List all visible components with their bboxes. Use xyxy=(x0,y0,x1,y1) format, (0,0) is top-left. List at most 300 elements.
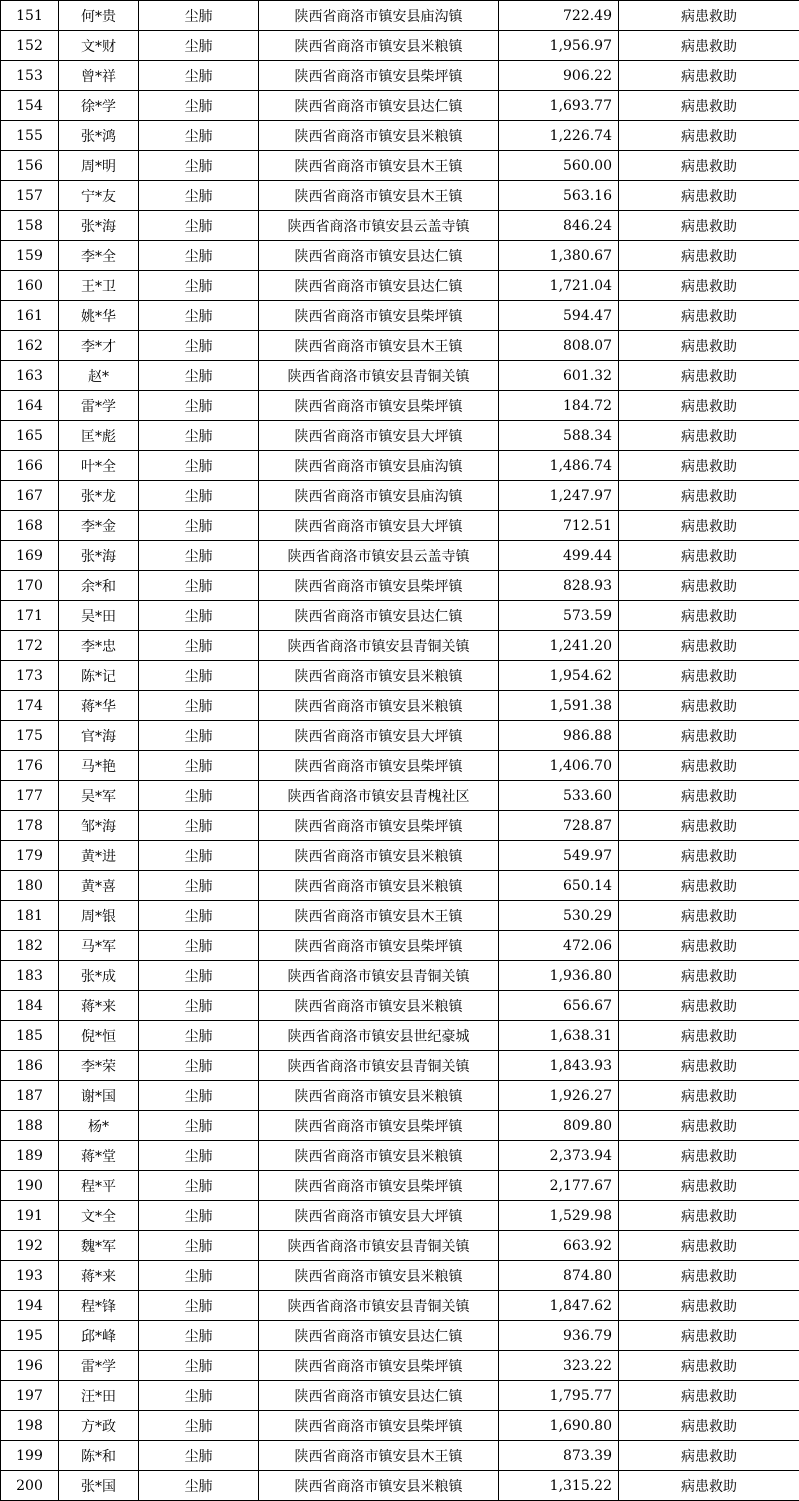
serial-number-cell: 182 xyxy=(1,931,59,961)
serial-number-cell: 176 xyxy=(1,751,59,781)
table-row xyxy=(1,601,799,631)
name-cell: 雷*学 xyxy=(59,391,139,421)
aid-type-cell: 病患救助 xyxy=(619,481,799,511)
table-row xyxy=(1,1261,799,1291)
serial-number-cell: 164 xyxy=(1,391,59,421)
address-cell: 陕西省商洛市镇安县米粮镇 xyxy=(259,1261,499,1291)
table-row xyxy=(1,721,799,751)
aid-type-cell: 病患救助 xyxy=(619,1441,799,1471)
address-cell: 陕西省商洛市镇安县青铜关镇 xyxy=(259,361,499,391)
table-row xyxy=(1,1381,799,1411)
table-row xyxy=(1,1471,799,1501)
table-row xyxy=(1,1051,799,1081)
aid-type-cell: 病患救助 xyxy=(619,1,799,31)
table-row xyxy=(1,1411,799,1441)
address-cell: 陕西省商洛市镇安县青铜关镇 xyxy=(259,961,499,991)
table-row xyxy=(1,1231,799,1261)
table-row xyxy=(1,811,799,841)
table-row xyxy=(1,661,799,691)
disease-cell: 尘肺 xyxy=(139,481,259,511)
disease-cell: 尘肺 xyxy=(139,121,259,151)
table-row xyxy=(1,391,799,421)
table-row xyxy=(1,91,799,121)
name-cell: 蒋*来 xyxy=(59,1261,139,1291)
disease-cell: 尘肺 xyxy=(139,691,259,721)
address-cell: 陕西省商洛市镇安县青铜关镇 xyxy=(259,1051,499,1081)
amount-cell: 560.00 xyxy=(499,151,619,181)
serial-number-cell: 157 xyxy=(1,181,59,211)
table-row xyxy=(1,31,799,61)
table-row xyxy=(1,421,799,451)
serial-number-cell: 194 xyxy=(1,1291,59,1321)
address-cell: 陕西省商洛市镇安县柴坪镇 xyxy=(259,1171,499,1201)
name-cell: 黄*进 xyxy=(59,841,139,871)
aid-type-cell: 病患救助 xyxy=(619,601,799,631)
disease-cell: 尘肺 xyxy=(139,1201,259,1231)
aid-type-cell: 病患救助 xyxy=(619,751,799,781)
address-cell: 陕西省商洛市镇安县米粮镇 xyxy=(259,841,499,871)
name-cell: 杨* xyxy=(59,1111,139,1141)
address-cell: 陕西省商洛市镇安县米粮镇 xyxy=(259,1471,499,1501)
address-cell: 陕西省商洛市镇安县达仁镇 xyxy=(259,1321,499,1351)
amount-cell: 906.22 xyxy=(499,61,619,91)
amount-cell: 1,406.70 xyxy=(499,751,619,781)
serial-number-cell: 178 xyxy=(1,811,59,841)
name-cell: 文*财 xyxy=(59,31,139,61)
amount-cell: 656.67 xyxy=(499,991,619,1021)
aid-type-cell: 病患救助 xyxy=(619,511,799,541)
name-cell: 李*才 xyxy=(59,331,139,361)
serial-number-cell: 189 xyxy=(1,1141,59,1171)
amount-cell: 499.44 xyxy=(499,541,619,571)
aid-type-cell: 病患救助 xyxy=(619,661,799,691)
aid-type-cell: 病患救助 xyxy=(619,1201,799,1231)
name-cell: 马*军 xyxy=(59,931,139,961)
table-row xyxy=(1,1081,799,1111)
name-cell: 程*锋 xyxy=(59,1291,139,1321)
table-row xyxy=(1,631,799,661)
name-cell: 蒋*堂 xyxy=(59,1141,139,1171)
aid-type-cell: 病患救助 xyxy=(619,91,799,121)
serial-number-cell: 174 xyxy=(1,691,59,721)
address-cell: 陕西省商洛市镇安县青铜关镇 xyxy=(259,1231,499,1261)
aid-type-cell: 病患救助 xyxy=(619,151,799,181)
name-cell: 黄*喜 xyxy=(59,871,139,901)
amount-cell: 594.47 xyxy=(499,301,619,331)
disease-cell: 尘肺 xyxy=(139,271,259,301)
amount-cell: 533.60 xyxy=(499,781,619,811)
disease-cell: 尘肺 xyxy=(139,31,259,61)
name-cell: 蒋*来 xyxy=(59,991,139,1021)
serial-number-cell: 196 xyxy=(1,1351,59,1381)
amount-cell: 722.49 xyxy=(499,1,619,31)
amount-cell: 874.80 xyxy=(499,1261,619,1291)
name-cell: 王*卫 xyxy=(59,271,139,301)
name-cell: 方*政 xyxy=(59,1411,139,1441)
amount-cell: 936.79 xyxy=(499,1321,619,1351)
serial-number-cell: 168 xyxy=(1,511,59,541)
amount-cell: 1,693.77 xyxy=(499,91,619,121)
disease-cell: 尘肺 xyxy=(139,871,259,901)
table-row xyxy=(1,301,799,331)
aid-type-cell: 病患救助 xyxy=(619,1291,799,1321)
name-cell: 周*银 xyxy=(59,901,139,931)
aid-type-cell: 病患救助 xyxy=(619,871,799,901)
amount-cell: 1,247.97 xyxy=(499,481,619,511)
aid-type-cell: 病患救助 xyxy=(619,181,799,211)
aid-type-cell: 病患救助 xyxy=(619,991,799,1021)
aid-type-cell: 病患救助 xyxy=(619,331,799,361)
disease-cell: 尘肺 xyxy=(139,241,259,271)
table-row xyxy=(1,481,799,511)
table-row xyxy=(1,211,799,241)
table-row xyxy=(1,121,799,151)
name-cell: 官*海 xyxy=(59,721,139,751)
name-cell: 倪*恒 xyxy=(59,1021,139,1051)
amount-cell: 728.87 xyxy=(499,811,619,841)
amount-cell: 986.88 xyxy=(499,721,619,751)
serial-number-cell: 154 xyxy=(1,91,59,121)
disease-cell: 尘肺 xyxy=(139,541,259,571)
address-cell: 陕西省商洛市镇安县米粮镇 xyxy=(259,991,499,1021)
amount-cell: 1,926.27 xyxy=(499,1081,619,1111)
serial-number-cell: 198 xyxy=(1,1411,59,1441)
disease-cell: 尘肺 xyxy=(139,181,259,211)
name-cell: 余*和 xyxy=(59,571,139,601)
name-cell: 文*全 xyxy=(59,1201,139,1231)
amount-cell: 1,956.97 xyxy=(499,31,619,61)
name-cell: 魏*军 xyxy=(59,1231,139,1261)
name-cell: 周*明 xyxy=(59,151,139,181)
address-cell: 陕西省商洛市镇安县达仁镇 xyxy=(259,271,499,301)
amount-cell: 184.72 xyxy=(499,391,619,421)
name-cell: 宁*友 xyxy=(59,181,139,211)
table-row xyxy=(1,361,799,391)
address-cell: 陕西省商洛市镇安县庙沟镇 xyxy=(259,451,499,481)
serial-number-cell: 192 xyxy=(1,1231,59,1261)
table-body xyxy=(1,1,799,1501)
aid-type-cell: 病患救助 xyxy=(619,571,799,601)
disease-cell: 尘肺 xyxy=(139,1351,259,1381)
name-cell: 马*艳 xyxy=(59,751,139,781)
serial-number-cell: 151 xyxy=(1,1,59,31)
address-cell: 陕西省商洛市镇安县大坪镇 xyxy=(259,1201,499,1231)
amount-cell: 1,795.77 xyxy=(499,1381,619,1411)
disease-cell: 尘肺 xyxy=(139,421,259,451)
disease-cell: 尘肺 xyxy=(139,1051,259,1081)
table-row xyxy=(1,1111,799,1141)
disease-cell: 尘肺 xyxy=(139,961,259,991)
table-row xyxy=(1,841,799,871)
aid-type-cell: 病患救助 xyxy=(619,121,799,151)
serial-number-cell: 183 xyxy=(1,961,59,991)
disease-cell: 尘肺 xyxy=(139,1411,259,1441)
address-cell: 陕西省商洛市镇安县柴坪镇 xyxy=(259,1351,499,1381)
amount-cell: 1,529.98 xyxy=(499,1201,619,1231)
amount-cell: 472.06 xyxy=(499,931,619,961)
name-cell: 李*荣 xyxy=(59,1051,139,1081)
disease-cell: 尘肺 xyxy=(139,1231,259,1261)
amount-cell: 663.92 xyxy=(499,1231,619,1261)
name-cell: 张*龙 xyxy=(59,481,139,511)
address-cell: 陕西省商洛市镇安县达仁镇 xyxy=(259,241,499,271)
disease-cell: 尘肺 xyxy=(139,601,259,631)
amount-cell: 563.16 xyxy=(499,181,619,211)
serial-number-cell: 197 xyxy=(1,1381,59,1411)
amount-cell: 549.97 xyxy=(499,841,619,871)
aid-type-cell: 病患救助 xyxy=(619,721,799,751)
name-cell: 姚*华 xyxy=(59,301,139,331)
name-cell: 李*全 xyxy=(59,241,139,271)
table-row xyxy=(1,241,799,271)
address-cell: 陕西省商洛市镇安县青铜关镇 xyxy=(259,631,499,661)
table-row xyxy=(1,1441,799,1471)
address-cell: 陕西省商洛市镇安县柴坪镇 xyxy=(259,391,499,421)
serial-number-cell: 158 xyxy=(1,211,59,241)
disease-cell: 尘肺 xyxy=(139,1081,259,1111)
serial-number-cell: 181 xyxy=(1,901,59,931)
disease-cell: 尘肺 xyxy=(139,1111,259,1141)
table-row xyxy=(1,901,799,931)
name-cell: 谢*国 xyxy=(59,1081,139,1111)
serial-number-cell: 152 xyxy=(1,31,59,61)
amount-cell: 2,373.94 xyxy=(499,1141,619,1171)
serial-number-cell: 170 xyxy=(1,571,59,601)
table-row xyxy=(1,1021,799,1051)
disease-cell: 尘肺 xyxy=(139,991,259,1021)
address-cell: 陕西省商洛市镇安县世纪豪城 xyxy=(259,1021,499,1051)
serial-number-cell: 162 xyxy=(1,331,59,361)
table-row xyxy=(1,1351,799,1381)
serial-number-cell: 166 xyxy=(1,451,59,481)
table-row xyxy=(1,961,799,991)
table-row xyxy=(1,541,799,571)
aid-type-cell: 病患救助 xyxy=(619,691,799,721)
amount-cell: 1,936.80 xyxy=(499,961,619,991)
amount-cell: 846.24 xyxy=(499,211,619,241)
amount-cell: 588.34 xyxy=(499,421,619,451)
table-row xyxy=(1,871,799,901)
table-row xyxy=(1,1141,799,1171)
amount-cell: 1,315.22 xyxy=(499,1471,619,1501)
amount-cell: 601.32 xyxy=(499,361,619,391)
address-cell: 陕西省商洛市镇安县木王镇 xyxy=(259,151,499,181)
address-cell: 陕西省商洛市镇安县米粮镇 xyxy=(259,1081,499,1111)
amount-cell: 1,638.31 xyxy=(499,1021,619,1051)
name-cell: 邱*峰 xyxy=(59,1321,139,1351)
address-cell: 陕西省商洛市镇安县青槐社区 xyxy=(259,781,499,811)
aid-type-cell: 病患救助 xyxy=(619,1261,799,1291)
table-row xyxy=(1,151,799,181)
disease-cell: 尘肺 xyxy=(139,211,259,241)
aid-type-cell: 病患救助 xyxy=(619,631,799,661)
aid-type-cell: 病患救助 xyxy=(619,1171,799,1201)
address-cell: 陕西省商洛市镇安县大坪镇 xyxy=(259,421,499,451)
serial-number-cell: 160 xyxy=(1,271,59,301)
amount-cell: 1,843.93 xyxy=(499,1051,619,1081)
disease-cell: 尘肺 xyxy=(139,1,259,31)
aid-type-cell: 病患救助 xyxy=(619,1351,799,1381)
address-cell: 陕西省商洛市镇安县大坪镇 xyxy=(259,511,499,541)
serial-number-cell: 171 xyxy=(1,601,59,631)
amount-cell: 809.80 xyxy=(499,1111,619,1141)
disease-cell: 尘肺 xyxy=(139,841,259,871)
name-cell: 程*平 xyxy=(59,1171,139,1201)
aid-type-cell: 病患救助 xyxy=(619,1051,799,1081)
disease-cell: 尘肺 xyxy=(139,631,259,661)
disease-cell: 尘肺 xyxy=(139,781,259,811)
serial-number-cell: 165 xyxy=(1,421,59,451)
disease-cell: 尘肺 xyxy=(139,661,259,691)
aid-type-cell: 病患救助 xyxy=(619,211,799,241)
aid-type-cell: 病患救助 xyxy=(619,811,799,841)
aid-type-cell: 病患救助 xyxy=(619,361,799,391)
aid-type-cell: 病患救助 xyxy=(619,541,799,571)
table-row xyxy=(1,1,799,31)
aid-type-cell: 病患救助 xyxy=(619,1471,799,1501)
table-row xyxy=(1,1201,799,1231)
serial-number-cell: 195 xyxy=(1,1321,59,1351)
address-cell: 陕西省商洛市镇安县木王镇 xyxy=(259,1441,499,1471)
table-row xyxy=(1,61,799,91)
aid-type-cell: 病患救助 xyxy=(619,451,799,481)
amount-cell: 530.29 xyxy=(499,901,619,931)
address-cell: 陕西省商洛市镇安县达仁镇 xyxy=(259,1381,499,1411)
disease-cell: 尘肺 xyxy=(139,361,259,391)
serial-number-cell: 193 xyxy=(1,1261,59,1291)
serial-number-cell: 200 xyxy=(1,1471,59,1501)
address-cell: 陕西省商洛市镇安县米粮镇 xyxy=(259,121,499,151)
aid-type-cell: 病患救助 xyxy=(619,301,799,331)
serial-number-cell: 191 xyxy=(1,1201,59,1231)
address-cell: 陕西省商洛市镇安县达仁镇 xyxy=(259,91,499,121)
disease-cell: 尘肺 xyxy=(139,571,259,601)
disease-cell: 尘肺 xyxy=(139,511,259,541)
serial-number-cell: 177 xyxy=(1,781,59,811)
table-row xyxy=(1,691,799,721)
address-cell: 陕西省商洛市镇安县柴坪镇 xyxy=(259,1411,499,1441)
address-cell: 陕西省商洛市镇安县柴坪镇 xyxy=(259,1111,499,1141)
disease-cell: 尘肺 xyxy=(139,301,259,331)
disease-cell: 尘肺 xyxy=(139,451,259,481)
serial-number-cell: 175 xyxy=(1,721,59,751)
disease-cell: 尘肺 xyxy=(139,811,259,841)
name-cell: 李*忠 xyxy=(59,631,139,661)
address-cell: 陕西省商洛市镇安县庙沟镇 xyxy=(259,1,499,31)
aid-type-cell: 病患救助 xyxy=(619,61,799,91)
table-row xyxy=(1,511,799,541)
disease-cell: 尘肺 xyxy=(139,151,259,181)
address-cell: 陕西省商洛市镇安县木王镇 xyxy=(259,181,499,211)
name-cell: 何*贵 xyxy=(59,1,139,31)
serial-number-cell: 163 xyxy=(1,361,59,391)
serial-number-cell: 179 xyxy=(1,841,59,871)
disease-cell: 尘肺 xyxy=(139,1291,259,1321)
name-cell: 雷*学 xyxy=(59,1351,139,1381)
address-cell: 陕西省商洛市镇安县庙沟镇 xyxy=(259,481,499,511)
address-cell: 陕西省商洛市镇安县米粮镇 xyxy=(259,661,499,691)
amount-cell: 1,486.74 xyxy=(499,451,619,481)
amount-cell: 873.39 xyxy=(499,1441,619,1471)
serial-number-cell: 187 xyxy=(1,1081,59,1111)
serial-number-cell: 184 xyxy=(1,991,59,1021)
table-row xyxy=(1,181,799,211)
aid-type-cell: 病患救助 xyxy=(619,1381,799,1411)
aid-type-cell: 病患救助 xyxy=(619,901,799,931)
disease-cell: 尘肺 xyxy=(139,1471,259,1501)
table-row xyxy=(1,781,799,811)
address-cell: 陕西省商洛市镇安县米粮镇 xyxy=(259,691,499,721)
name-cell: 张*海 xyxy=(59,541,139,571)
address-cell: 陕西省商洛市镇安县云盖寺镇 xyxy=(259,541,499,571)
amount-cell: 2,177.67 xyxy=(499,1171,619,1201)
table-row xyxy=(1,331,799,361)
name-cell: 吴*军 xyxy=(59,781,139,811)
address-cell: 陕西省商洛市镇安县柴坪镇 xyxy=(259,931,499,961)
amount-cell: 1,591.38 xyxy=(499,691,619,721)
disease-cell: 尘肺 xyxy=(139,1141,259,1171)
amount-cell: 323.22 xyxy=(499,1351,619,1381)
disease-cell: 尘肺 xyxy=(139,751,259,781)
table-row xyxy=(1,571,799,601)
name-cell: 张*国 xyxy=(59,1471,139,1501)
name-cell: 李*金 xyxy=(59,511,139,541)
name-cell: 徐*学 xyxy=(59,91,139,121)
amount-cell: 573.59 xyxy=(499,601,619,631)
address-cell: 陕西省商洛市镇安县柴坪镇 xyxy=(259,571,499,601)
serial-number-cell: 159 xyxy=(1,241,59,271)
address-cell: 陕西省商洛市镇安县米粮镇 xyxy=(259,871,499,901)
aid-type-cell: 病患救助 xyxy=(619,271,799,301)
serial-number-cell: 172 xyxy=(1,631,59,661)
table-row xyxy=(1,271,799,301)
address-cell: 陕西省商洛市镇安县木王镇 xyxy=(259,331,499,361)
name-cell: 蒋*华 xyxy=(59,691,139,721)
aid-type-cell: 病患救助 xyxy=(619,961,799,991)
serial-number-cell: 180 xyxy=(1,871,59,901)
name-cell: 张*鸿 xyxy=(59,121,139,151)
aid-type-cell: 病患救助 xyxy=(619,1321,799,1351)
serial-number-cell: 186 xyxy=(1,1051,59,1081)
amount-cell: 1,380.67 xyxy=(499,241,619,271)
name-cell: 叶*全 xyxy=(59,451,139,481)
name-cell: 匡*彪 xyxy=(59,421,139,451)
amount-cell: 828.93 xyxy=(499,571,619,601)
aid-type-cell: 病患救助 xyxy=(619,1081,799,1111)
name-cell: 汪*田 xyxy=(59,1381,139,1411)
aid-type-cell: 病患救助 xyxy=(619,1411,799,1441)
name-cell: 邹*海 xyxy=(59,811,139,841)
amount-cell: 650.14 xyxy=(499,871,619,901)
serial-number-cell: 156 xyxy=(1,151,59,181)
serial-number-cell: 173 xyxy=(1,661,59,691)
aid-type-cell: 病患救助 xyxy=(619,391,799,421)
aid-type-cell: 病患救助 xyxy=(619,781,799,811)
address-cell: 陕西省商洛市镇安县柴坪镇 xyxy=(259,751,499,781)
aid-type-cell: 病患救助 xyxy=(619,241,799,271)
address-cell: 陕西省商洛市镇安县达仁镇 xyxy=(259,601,499,631)
serial-number-cell: 188 xyxy=(1,1111,59,1141)
address-cell: 陕西省商洛市镇安县柴坪镇 xyxy=(259,811,499,841)
amount-cell: 1,847.62 xyxy=(499,1291,619,1321)
amount-cell: 1,721.04 xyxy=(499,271,619,301)
disease-cell: 尘肺 xyxy=(139,1021,259,1051)
aid-type-cell: 病患救助 xyxy=(619,1141,799,1171)
table-row xyxy=(1,1291,799,1321)
name-cell: 赵* xyxy=(59,361,139,391)
aid-type-cell: 病患救助 xyxy=(619,421,799,451)
address-cell: 陕西省商洛市镇安县米粮镇 xyxy=(259,1141,499,1171)
